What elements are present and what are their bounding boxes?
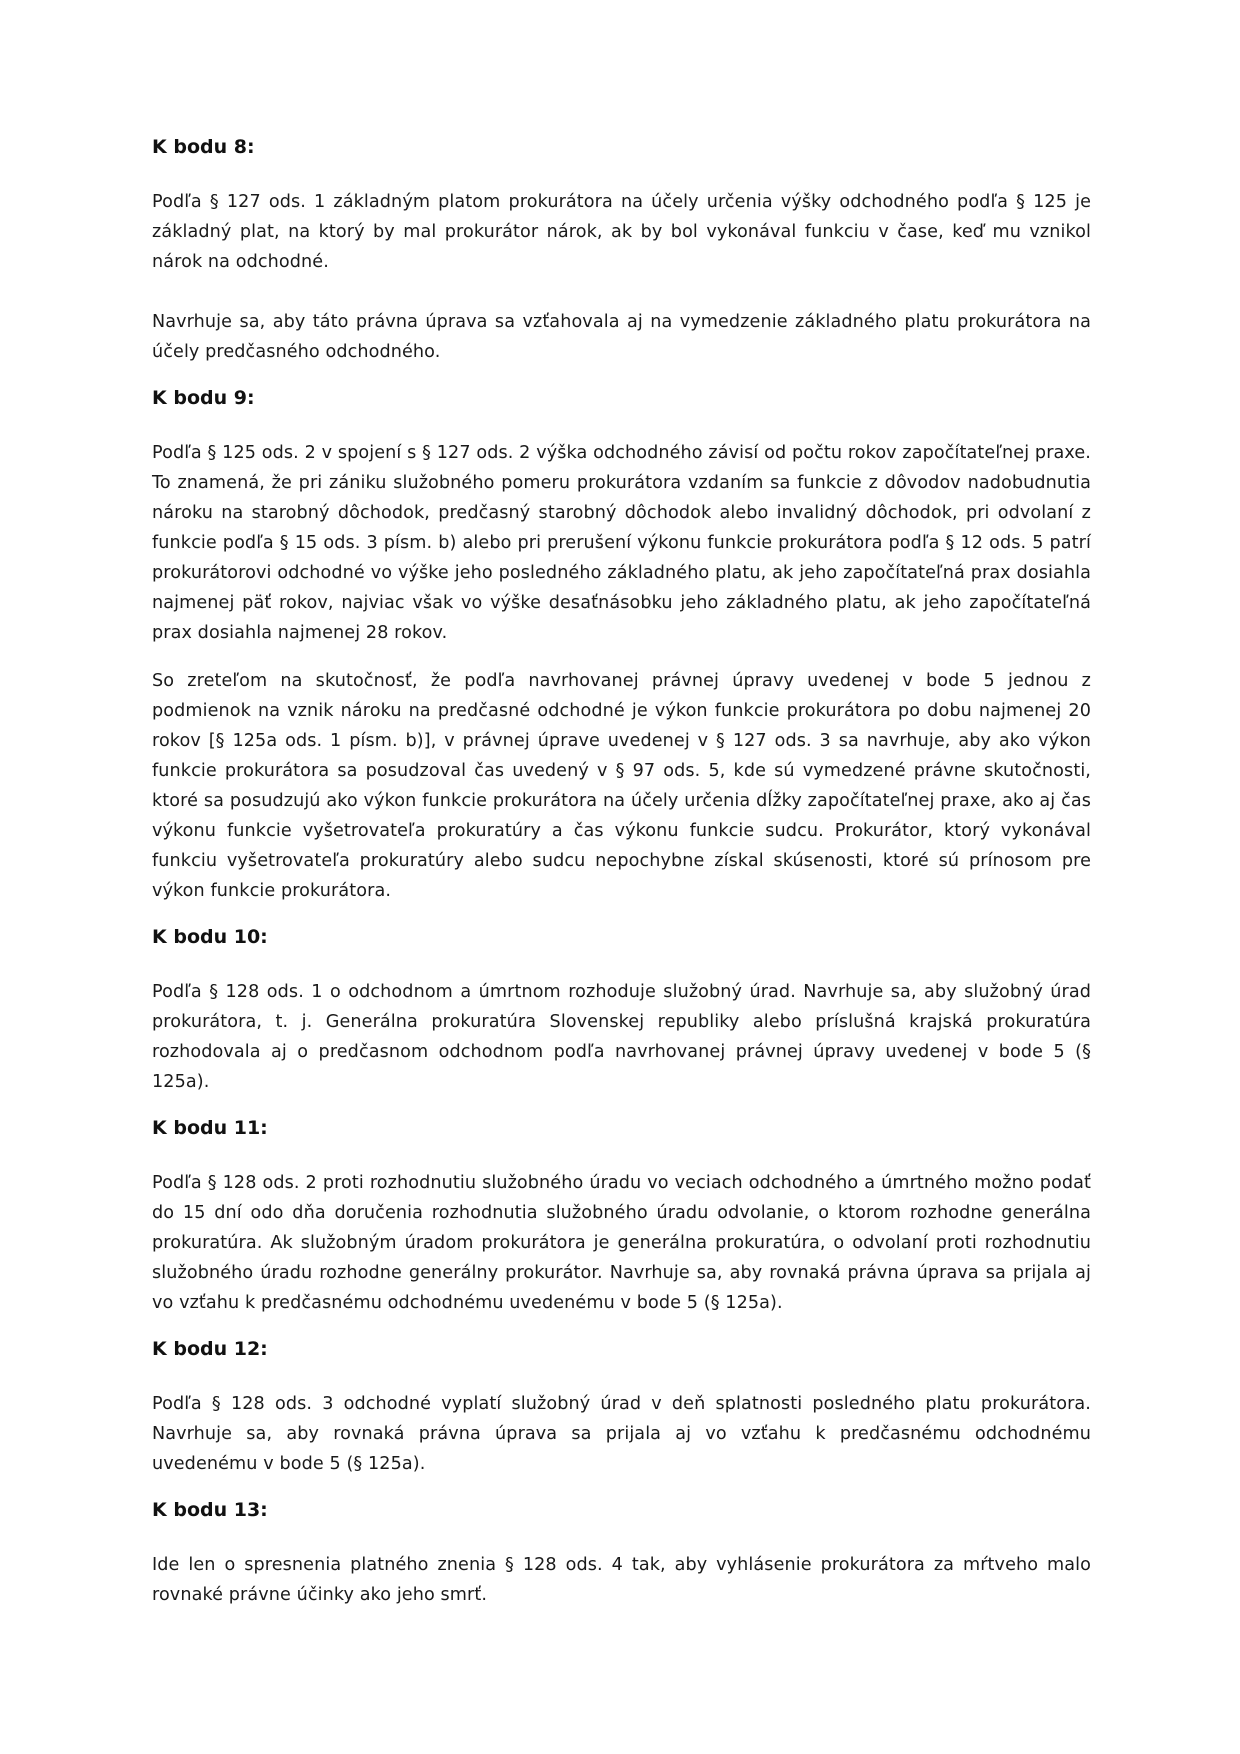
section-heading: K bodu 10: bbox=[152, 926, 268, 948]
paragraph: Navrhuje sa, aby táto právna úprava sa vzťahovala aj na vymedzenie základného platu prokurátora na účely predčasného odchodného. bbox=[152, 312, 1091, 362]
paragraph: Ide len o spresnenia platného znenia § 128 ods. 4 tak, aby vyhlásenie prokurátora za mŕtveho malo rovnaké právne účinky ako jeho smrť. bbox=[152, 1555, 1091, 1605]
document-body bbox=[152, 134, 1091, 1628]
section-heading: K bodu 13: bbox=[152, 1499, 268, 1521]
section-heading: K bodu 9: bbox=[152, 387, 255, 409]
paragraph: Podľa § 128 ods. 1 o odchodnom a úmrtnom rozhoduje služobný úrad. Navrhuje sa, aby služobný úrad prokurátora, t. j. Generálna prokuratúra Slovenskej republiky alebo príslušná krajská prokuratúra rozhodovala aj o predčasnom odchodnom podľa navrhovanej právnej úpravy uvedenej v bode 5 (§ 125a). bbox=[152, 982, 1091, 1092]
paragraph: So zreteľom na skutočnosť, že podľa navrhovanej právnej úpravy uvedenej v bode 5 jednou z podmienok na vznik nároku na predčasné odchodné je výkon funkcie prokurátora po dobu najmenej 20 rokov [§ 125a ods. 1 písm. b)], v právnej úprave uvedenej v § 127 ods. 3 sa navrhuje, aby ako výkon funkcie prokurátora sa posudzoval čas uvedený v § 97 ods. 5, kde sú vymedzené právne skutočnosti, ktoré sa posudzujú ako výkon funkcie prokurátora na účely určenia dĺžky započítateľnej praxe, ako aj čas výkonu funkcie vyšetrovateľa prokuratúry a čas výkonu funkcie sudcu. Prokurátor, ktorý vykonával funkciu vyšetrovateľa prokuratúry alebo sudcu nepochybne získal skúsenosti, ktoré sú prínosom pre výkon funkcie prokurátora. bbox=[152, 671, 1091, 901]
section-heading: K bodu 11: bbox=[152, 1117, 268, 1139]
paragraph: Podľa § 125 ods. 2 v spojení s § 127 ods. 2 výška odchodného závisí od počtu rokov započítateľnej praxe. To znamená, že pri zániku služobného pomeru prokurátora vzdaním sa funkcie z dôvodov nadobudnutia nároku na starobný dôchodok, predčasný starobný dôchodok alebo invalidný dôchodok, pri odvolaní z funkcie podľa § 15 ods. 3 písm. b) alebo pri prerušení výkonu funkcie prokurátora podľa § 12 ods. 5 patrí prokurátorovi odchodné vo výške jeho posledného základného platu, ak jeho započítateľná prax dosiahla najmenej päť rokov, najviac však vo výške desaťnásobku jeho základného platu, ak jeho započítateľná prax dosiahla najmenej 28 rokov. bbox=[152, 443, 1091, 643]
paragraph: Podľa § 127 ods. 1 základným platom prokurátora na účely určenia výšky odchodného podľa § 125 je základný plat, na ktorý by mal prokurátor nárok, ak by bol vykonával funkciu v čase, keď mu vznikol nárok na odchodné. bbox=[152, 192, 1091, 272]
section-heading: K bodu 12: bbox=[152, 1338, 268, 1360]
paragraph: Podľa § 128 ods. 2 proti rozhodnutiu služobného úradu vo veciach odchodného a úmrtného možno podať do 15 dní odo dňa doručenia rozhodnutia služobného úradu odvolanie, o ktorom rozhodne generálna prokuratúra. Ak služobným úradom prokurátora je generálna prokuratúra, o odvolaní proti rozhodnutiu služobného úradu rozhodne generálny prokurátor. Navrhuje sa, aby rovnaká právna úprava sa prijala aj vo vzťahu k predčasnému odchodnému uvedenému v bode 5 (§ 125a). bbox=[152, 1173, 1091, 1313]
section-heading: K bodu 8: bbox=[152, 136, 255, 158]
paragraph: Podľa § 128 ods. 3 odchodné vyplatí služobný úrad v deň splatnosti posledného platu prokurátora. Navrhuje sa, aby rovnaká právna úprava sa prijala aj vo vzťahu k predčasnému odchodnému uvedenému v bode 5 (§ 125a). bbox=[152, 1394, 1091, 1474]
